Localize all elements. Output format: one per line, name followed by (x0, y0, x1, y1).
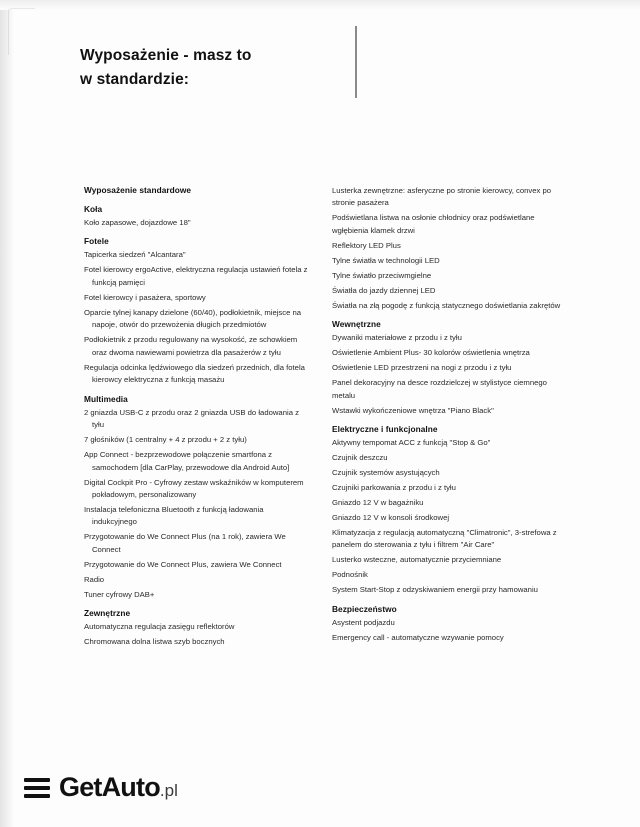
list-item: Fotel kierowcy i pasażera, sportowy (84, 292, 206, 302)
section-zewnetrzne (84, 608, 308, 648)
section-bezpieczenstwo (332, 604, 564, 644)
brand-name: GetAuto (59, 772, 160, 802)
list-item: Panel dekoracyjny na desce rozdzielczej w stylistyce ciemnego metalu (332, 378, 547, 400)
section-fotele (84, 236, 308, 386)
section-item-list (84, 217, 308, 229)
list-item: Światła na złą pogodę z funkcją statycznego doświetlania zakrętów (332, 300, 561, 310)
list-item: Oświetlenie Ambient Plus- 30 kolorów oświetlenia wnętrza (332, 348, 530, 358)
list-item: 7 głośników (1 centralny + 4 z przodu + 2 z tyłu) (84, 435, 247, 445)
list-item: Czujniki parkowania z przodu i z tyłu (332, 482, 456, 492)
list-item: Emergency call - automatyczne wzywanie pomocy (332, 632, 504, 642)
section-kola (84, 204, 308, 229)
list-item: Lusterka zewnętrzne: asferyczne po stronie kierowcy, convex po stronie pasażera (332, 186, 552, 208)
section-title: Zewnętrzne (84, 608, 131, 619)
section-item-list (84, 407, 308, 602)
list-item: Reflektory LED Plus (332, 240, 401, 250)
list-item: Instalacja telefoniczna Bluetooth z funkcją ładowania indukcyjnego (84, 504, 264, 527)
list-item: Regulacja odcinka lędźwiowego dla siedzeń przednich, dla fotela kierowcy elektryczna z funkcją masażu (84, 362, 305, 385)
list-item: Podłokietnik z przodu regulowany na wysokość, ze schowkiem oraz dwoma nawiewami powietrza dla pasażerów z tyłu (84, 335, 298, 357)
section-zewnetrzne-cont (332, 185, 564, 312)
page-title-line1: Wyposażenie - masz to (80, 47, 252, 64)
section-elektryczne-i-funkcjonalne (332, 424, 564, 597)
left-column-heading: Wyposażenie standardowe (84, 185, 192, 195)
scan-edge-shadow-top (0, 0, 640, 10)
section-multimedia (84, 394, 308, 602)
brand-tld: .pl (159, 781, 178, 800)
brand-wordmark (59, 774, 178, 801)
list-item: Aktywny tempomat ACC z funkcją "Stop & Go" (332, 438, 491, 448)
section-item-list (332, 437, 564, 597)
page-title-line2: w standardzie: (80, 71, 190, 89)
page-title (80, 44, 350, 92)
section-title: Bezpieczeństwo (332, 603, 397, 614)
list-item: Klimatyzacja z regulacją automatyczną "Climatronic", 3-strefowa z panelem do sterowania z tyłu i filtrem "Air Care" (332, 527, 557, 550)
list-item: Gniazdo 12 V w bagażniku (332, 497, 424, 507)
list-item: Digital Cockpit Pro - Cyfrowy zestaw wskaźników w komputerem pokładowym, personalizowany (84, 477, 304, 499)
title-divider-rule (355, 26, 357, 98)
section-item-list (332, 332, 564, 417)
list-item: Tylne światła w technologii LED (332, 255, 440, 265)
scan-edge-shadow (0, 0, 14, 827)
list-item: Podświetlana listwa na osłonie chłodnicy oraz podświetlane wgłębienia klamek drzwi (332, 213, 535, 235)
list-item: Czujnik deszczu (332, 453, 388, 462)
section-title: Koła (84, 204, 103, 214)
list-item: Oświetlenie LED przestrzeni na nogi z przodu i z tyłu (332, 363, 512, 373)
section-item-list (332, 185, 564, 312)
list-item: Fotel kierowcy ergoActive, elektryczna regulacja ustawień fotela z funkcją pamięci (84, 265, 308, 287)
list-item: Koło zapasowe, dojazdowe 18" (84, 218, 191, 227)
right-column (332, 185, 564, 651)
list-item: App Connect - bezprzewodowe połączenie smartfona z samochodem [dla CarPlay, przewodowe dla Android Auto] (84, 450, 290, 472)
list-item: Podnośnik (332, 570, 368, 580)
list-item: Przygotowanie do We Connect Plus (na 1 rok), zawiera We Connect (84, 532, 286, 554)
section-item-list (332, 617, 564, 644)
list-item: Chromowana dolna listwa szyb bocznych (84, 637, 225, 647)
list-item: Automatyczna regulacja zasięgu reflektorów (84, 622, 235, 632)
list-item: Radio (84, 574, 105, 584)
list-item: Dywaniki materiałowe z przodu i z tyłu (332, 333, 462, 343)
list-item: Tylne światło przeciwmgielne (332, 270, 432, 280)
list-item: Asystent podjazdu (332, 617, 395, 627)
section-item-list (84, 249, 308, 386)
list-item: Czujnik systemów asystujących (332, 467, 440, 477)
list-item: Lusterko wsteczne, automatycznie przyciemniane (332, 555, 502, 565)
section-title: Fotele (84, 236, 109, 247)
list-item: Gniazdo 12 V w konsoli środkowej (332, 512, 450, 522)
list-item: Światła do jazdy dziennej LED (332, 285, 436, 295)
list-item: Wstawki wykończeniowe wnętrza "Piano Black" (332, 405, 494, 415)
left-column (84, 185, 308, 656)
section-title: Elektryczne i funkcjonalne (332, 424, 438, 435)
list-item: Tapicerka siedzeń "Alcantara" (84, 250, 186, 260)
hamburger-logo-icon (24, 775, 50, 801)
list-item: Tuner cyfrowy DAB+ (84, 589, 155, 599)
page-corner-mark (8, 8, 35, 55)
list-item: System Start-Stop z odzyskiwaniem energii przy hamowaniu (332, 585, 538, 595)
section-title: Wewnętrzne (332, 319, 381, 330)
section-wewnetrzne (332, 319, 564, 417)
list-item: Przygotowanie do We Connect Plus, zawiera We Connect (84, 559, 282, 569)
list-item: Oparcie tylnej kanapy dzielone (60/40), podłokietnik, miejsce na napoje, otwór do przewożenia długich przedmiotów (84, 307, 302, 330)
section-title: Multimedia (84, 393, 128, 404)
list-item: 2 gniazda USB-C z przodu oraz 2 gniazda USB do ładowania z tyłu (84, 407, 299, 430)
section-item-list (84, 621, 308, 648)
footer-logo (24, 774, 178, 801)
